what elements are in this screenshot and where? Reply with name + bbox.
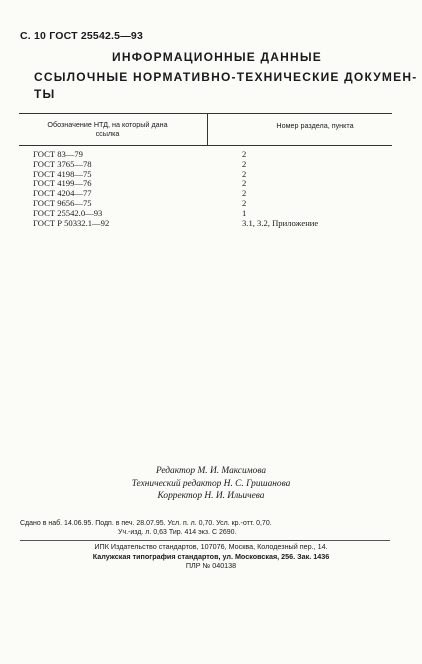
table-top-rule bbox=[19, 113, 392, 114]
imprint-line1: Сдано в наб. 14.06.95. Подп. в печ. 28.07.95. Усл. п. л. 0,70. Усл. кр.-отт. 0,70. bbox=[20, 520, 272, 527]
column-header-standard: Обозначение НТД, на который дана ссылка bbox=[47, 120, 168, 138]
publisher-line2: Калужская типография стандартов, ул. Московская, 256. Зак. 1436 bbox=[92, 551, 330, 561]
section-number: 2 bbox=[242, 149, 247, 159]
standard-code: ГОСТ 83—79 bbox=[33, 149, 83, 159]
imprint-rule bbox=[20, 540, 390, 541]
section-number: 1 bbox=[242, 207, 247, 218]
standard-code: ГОСТ 3765—78 bbox=[33, 158, 92, 169]
section-number: 2 bbox=[242, 197, 247, 208]
section-number: 2 bbox=[242, 158, 247, 169]
refs-title-line1: ССЫЛОЧНЫЕ НОРМАТИВНО-ТЕХНИЧЕСКИЕ ДОКУМЕН- bbox=[34, 70, 418, 84]
standard-code: ГОСТ 4199—76 bbox=[33, 178, 92, 189]
column-header-section: Номер раздела, пункта bbox=[276, 121, 354, 130]
standard-code: ГОСТ 4204—77 bbox=[33, 188, 92, 199]
publisher-line1: ИПК Издательство стандартов, 107076, Москва, Колодезный пер., 14. bbox=[94, 542, 328, 551]
tech-editor-credit: Технический редактор Н. С. Гришанова bbox=[131, 478, 291, 489]
table-header-rule bbox=[19, 145, 392, 146]
credits-block bbox=[0, 465, 422, 503]
section-number: 3.1, 3.2, Приложение bbox=[242, 217, 319, 228]
editor-credit: Редактор М. И. Максимова bbox=[155, 466, 267, 476]
refs-title-line2: ТЫ bbox=[34, 87, 56, 101]
page-header: С. 10 ГОСТ 25542.5—93 bbox=[20, 30, 143, 42]
proofreader-credit: Корректор Н. И. Ильичева bbox=[157, 491, 265, 501]
standard-code: ГОСТ Р 50332.1—92 bbox=[33, 217, 110, 228]
info-title: ИНФОРМАЦИОННЫЕ ДАННЫЕ bbox=[112, 50, 323, 64]
section-number: 2 bbox=[242, 188, 247, 199]
standard-code: ГОСТ 9656—75 bbox=[33, 197, 92, 208]
publisher-block bbox=[0, 542, 422, 571]
section-number: 2 bbox=[242, 168, 247, 179]
table-column-divider bbox=[207, 113, 208, 145]
standard-code: ГОСТ 25542.0—93 bbox=[33, 207, 103, 218]
standard-code: ГОСТ 4198—75 bbox=[33, 168, 92, 179]
imprint-line2: Уч.-изд. л. 0,63 Тир. 414 экз. С 2690. bbox=[118, 529, 237, 536]
section-number: 2 bbox=[242, 178, 247, 189]
publisher-line3: ПЛР № 040138 bbox=[185, 561, 237, 570]
